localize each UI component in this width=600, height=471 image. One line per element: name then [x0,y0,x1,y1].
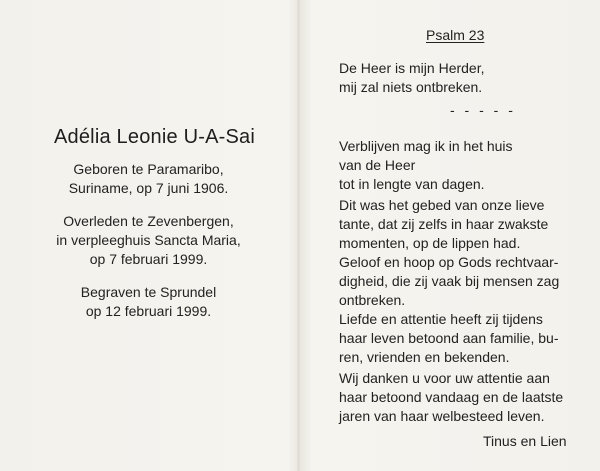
left-panel [0,0,297,471]
burial-line: Begraven te Sprundel [80,284,217,300]
thanks-text [339,369,563,426]
burial-details [0,283,297,321]
tribute-line: haar leven betoond aan familie, bu- [339,330,559,346]
verse-line: van de Heer [339,157,416,173]
verse-line: tot in lengte van dagen. [339,176,485,192]
verse-line: De Heer is mijn Herder, [339,60,485,76]
thanks-line: Wij danken u voor uw attentie aan [339,370,550,386]
death-line: in verpleeghuis Sancta Maria, [56,232,241,248]
death-line: Overleden te Zevenbergen, [63,213,234,229]
tribute-line: tante, dat zij zelfs in haar zwakste [339,216,549,232]
psalm-title: Psalm 23 [426,27,485,43]
tribute-line: ontbreken. [339,292,406,308]
tribute-line: Liefde en attentie heeft zij tijdens [339,311,543,327]
death-line: op 7 februari 1999. [89,251,208,267]
birth-line: Suriname, op 7 juni 1906. [68,180,229,196]
birth-line: Geboren te Paramaribo, [73,161,224,177]
thanks-line: haar betoond vandaag en de laatste [339,389,564,405]
verse-line: Verblijven mag ik in het huis [339,138,513,154]
tribute-line: Dit was het gebed van onze lieve [339,197,545,213]
psalm-verse-2 [339,137,513,194]
thanks-line: jaren van haar welbesteed leven. [339,408,545,424]
tribute-line: digheid, die zij vaak bij mensen zag [339,273,560,289]
tribute-text [339,196,559,367]
verse-line: mij zal niets ontbreken. [339,79,483,95]
tribute-line: momenten, op de lippen had. [339,235,521,251]
psalm-verse-1 [339,59,485,97]
verse-divider: - - - - - [450,102,516,118]
death-details [0,212,297,269]
tribute-line: Geloof en hoop op Gods rechtvaar- [339,254,559,270]
deceased-name: Adélia Leonie U-A-Sai [54,126,255,148]
signature: Tinus en Lien [483,433,567,449]
tribute-line: ren, vrienden en bekenden. [339,349,510,365]
burial-line: op 12 februari 1999. [85,303,212,319]
right-panel [300,0,600,471]
birth-details [0,160,297,198]
